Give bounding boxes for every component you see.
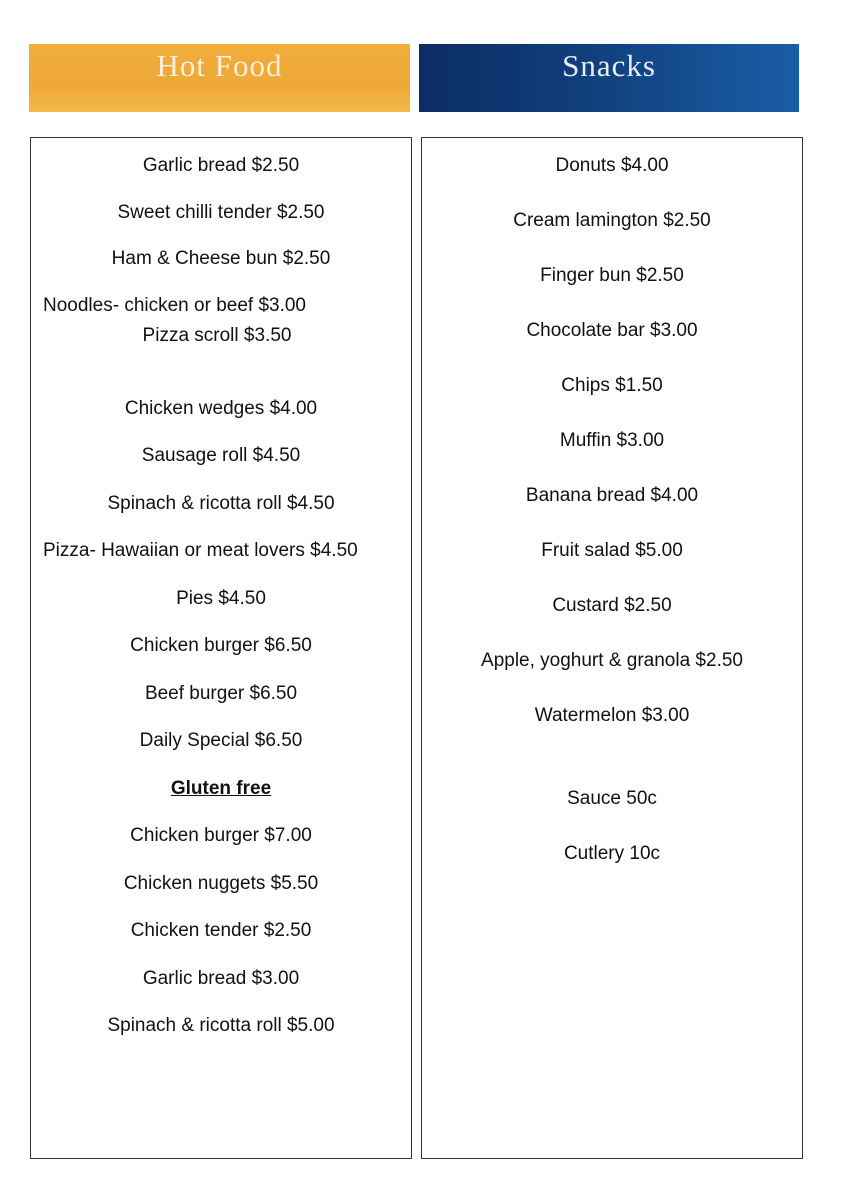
hot-food-item: Chicken wedges $4.00 (124, 398, 318, 419)
hot-food-item: Sweet chilli tender $2.50 (117, 202, 325, 223)
snack-item: Banana bread $4.00 (525, 485, 699, 506)
gluten-free-heading: Gluten free (170, 778, 272, 799)
snack-item: Custard $2.50 (552, 595, 672, 616)
extra-item: Sauce 50c (567, 788, 657, 809)
snack-item: Chips $1.50 (561, 375, 663, 396)
hot-food-item: Spinach & ricotta roll $4.50 (107, 493, 335, 514)
snack-item: Donuts $4.00 (555, 155, 669, 176)
snack-item: Chocolate bar $3.00 (526, 320, 698, 341)
snack-item: Fruit salad $5.00 (541, 540, 683, 561)
hot-food-item: Noodles- chicken or beef $3.00 (43, 295, 306, 316)
snack-item: Apple, yoghurt & granola $2.50 (481, 650, 743, 671)
snack-item: Finger bun $2.50 (540, 265, 684, 286)
snacks-panel (421, 137, 803, 1159)
hot-food-title: Hot Food (156, 48, 283, 83)
extra-item: Cutlery 10c (563, 843, 661, 864)
hot-food-panel (30, 137, 412, 1159)
snack-item: Cream lamington $2.50 (513, 210, 711, 231)
gluten-free-item: Spinach & ricotta roll $5.00 (107, 1015, 335, 1036)
hot-food-item: Garlic bread $2.50 (142, 155, 300, 176)
hot-food-item: Sausage roll $4.50 (141, 445, 301, 466)
hot-food-item: Beef burger $6.50 (144, 683, 298, 704)
gluten-free-item: Chicken burger $7.00 (130, 825, 312, 846)
hot-food-item: Chicken burger $6.50 (130, 635, 312, 656)
hot-food-banner (29, 44, 410, 112)
snack-item: Muffin $3.00 (559, 430, 665, 451)
gluten-free-item: Garlic bread $3.00 (142, 968, 300, 989)
gluten-free-item: Chicken nuggets $5.50 (123, 873, 319, 894)
snacks-banner (419, 44, 799, 112)
snacks-title: Snacks (562, 48, 656, 83)
hot-food-item: Pizza scroll $3.50 (142, 325, 292, 346)
snack-item: Watermelon $3.00 (534, 705, 690, 726)
hot-food-item: Pies $4.50 (176, 588, 266, 609)
hot-food-item: Daily Special $6.50 (139, 730, 303, 751)
hot-food-item: Ham & Cheese bun $2.50 (111, 248, 331, 269)
hot-food-item: Pizza- Hawaiian or meat lovers $4.50 (43, 540, 358, 561)
gluten-free-item: Chicken tender $2.50 (130, 920, 312, 941)
